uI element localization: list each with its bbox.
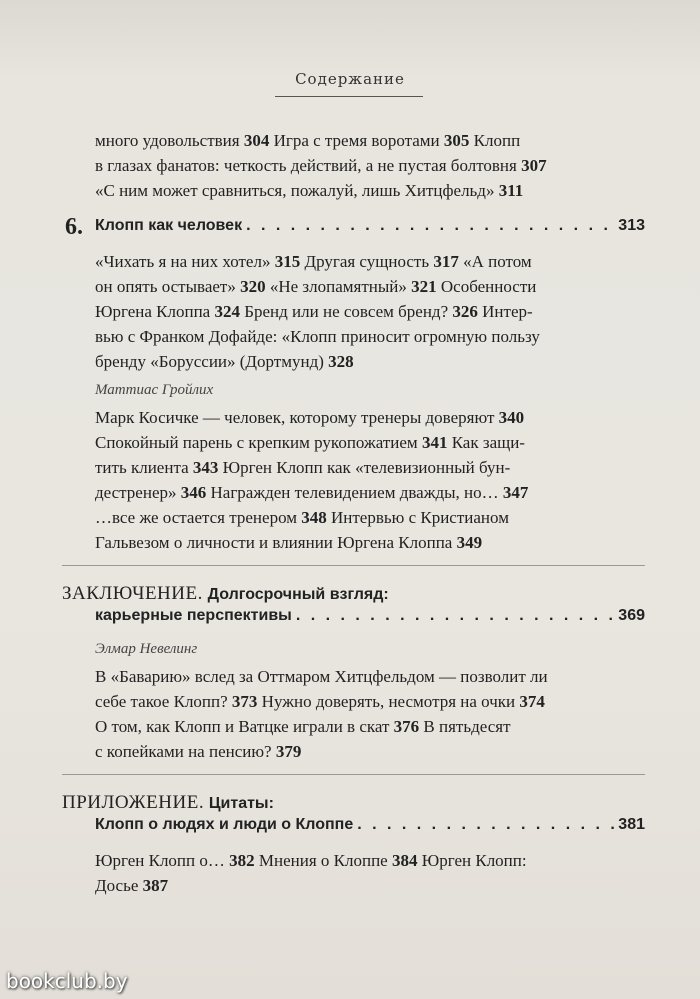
appendix-page: 381: [618, 816, 645, 833]
toc-line: вью с Франком Дофайде: «Клопп приносит огромную пользу: [95, 327, 540, 346]
page-number: 346: [180, 483, 207, 502]
page-header: Содержание: [295, 70, 405, 88]
page-number: 347: [502, 483, 529, 502]
toc-line: с копейками на пенсию? 379: [95, 742, 302, 761]
conclusion-heading: [62, 582, 645, 607]
page-number: 343: [192, 458, 219, 477]
divider: [62, 565, 645, 566]
toc-line: Юрген Клопп о… 382 Мнения о Клоппе 384 Юрген Клопп:: [95, 851, 527, 870]
leader-dots: [296, 607, 614, 625]
page-number: 374: [519, 692, 545, 711]
page-number: 340: [498, 408, 525, 427]
conclusion-line: [95, 607, 645, 633]
page-number: 326: [452, 302, 478, 321]
page-number: 382: [229, 851, 255, 870]
watermark: bookclub.by: [6, 969, 128, 993]
header-underline: [275, 96, 423, 97]
page-number: 315: [274, 252, 301, 271]
appendix-subtitle: Цитаты:: [208, 795, 274, 812]
page-number: 320: [240, 277, 266, 296]
chapter-6-entries: [95, 249, 645, 374]
toc-line: Гальвезом о личности и влиянии Юргена Клоппа 349: [95, 533, 483, 552]
page-number: 341: [421, 433, 448, 452]
toc-line: О том, как Клопп и Ватцке играли в скат 376 В пятьдесят: [95, 717, 511, 736]
leader-dots: [357, 816, 614, 834]
page-number: 349: [456, 533, 483, 552]
chapter-number: 6.: [65, 214, 83, 240]
appendix-line: [95, 816, 645, 842]
page-number: 321: [411, 277, 437, 296]
page-number: 376: [393, 717, 420, 736]
page-number: 348: [301, 508, 327, 527]
page-number: 384: [391, 851, 418, 870]
chapter-page: 313: [618, 217, 645, 234]
page-number: 324: [214, 302, 240, 321]
chapter-6-heading: [65, 214, 645, 243]
appendix-subtitle-2: Клопп о людях и люди о Клоппе: [95, 816, 354, 833]
page-number: 305: [443, 131, 470, 150]
page-number: 304: [243, 131, 270, 150]
appendix-entries: [95, 848, 645, 898]
conclusion-caps: ЗАКЛЮЧЕНИЕ.: [62, 583, 203, 604]
page-number: 317: [433, 252, 459, 271]
toc-line: «Чихать я на них хотел» 315 Другая сущность 317 «А потом: [95, 252, 532, 271]
toc-line: в глазах фанатов: четкость действий, а не пустая болтовня 307: [95, 156, 547, 175]
toc-line: тить клиента 343 Юрген Клопп как «телевизионный бун-: [95, 458, 511, 477]
chapter-title: Клопп как человек: [95, 217, 243, 234]
conclusion-subtitle: Долгосрочный взгляд:: [207, 586, 389, 603]
toc-line: бренду «Боруссии» (Дортмунд) 328: [95, 352, 354, 371]
toc-line: Спокойный парень с крепким рукопожатием 341 Как защи-: [95, 433, 525, 452]
intro-block: [95, 128, 645, 203]
page-number: 373: [231, 692, 258, 711]
page-number: 387: [142, 876, 169, 895]
toc-line: он опять остывает» 320 «Не злопамятный» 321 Особенности: [95, 277, 537, 296]
toc-line: …все же остается тренером 348 Интервью с Кристианом: [95, 508, 509, 527]
toc-line: много удовольствия 304 Игра с тремя воротами 305 Клопп: [95, 131, 521, 150]
leader-dots: [246, 217, 614, 235]
toc-content: [62, 128, 645, 898]
author-name: Маттиас Гройлих: [95, 382, 214, 398]
toc-line: себе такое Клопп? 373 Нужно доверять, несмотря на очки 374: [95, 692, 545, 711]
conclusion-subtitle-2: карьерные перспективы: [95, 607, 292, 624]
page-number: 379: [275, 742, 302, 761]
toc-line: Досье 387: [95, 876, 169, 895]
toc-line: В «Баварию» вслед за Оттмаром Хитцфельдом — позволит ли: [95, 667, 548, 686]
divider: [62, 774, 645, 775]
appendix-heading: [62, 791, 645, 816]
appendix-caps: ПРИЛОЖЕНИЕ.: [62, 792, 205, 813]
author-name: Элмар Невелинг: [95, 641, 198, 657]
conclusion-page: 369: [618, 607, 645, 624]
toc-line: Марк Косичке — человек, которому тренеры доверяют 340: [95, 408, 525, 427]
page-number: 307: [521, 156, 547, 175]
conclusion-entries: [95, 664, 645, 764]
toc-line: Юргена Клоппа 324 Бренд или не совсем бренд? 326 Интер-: [95, 302, 533, 321]
chapter-6-entries-2: [95, 405, 645, 555]
toc-line: «С ним может сравниться, пожалуй, лишь Хитцфельд» 311: [95, 181, 524, 200]
page-number: 328: [328, 352, 354, 371]
toc-line: дестренер» 346 Награжден телевидением дважды, но… 347: [95, 483, 529, 502]
page-number: 311: [498, 181, 524, 200]
